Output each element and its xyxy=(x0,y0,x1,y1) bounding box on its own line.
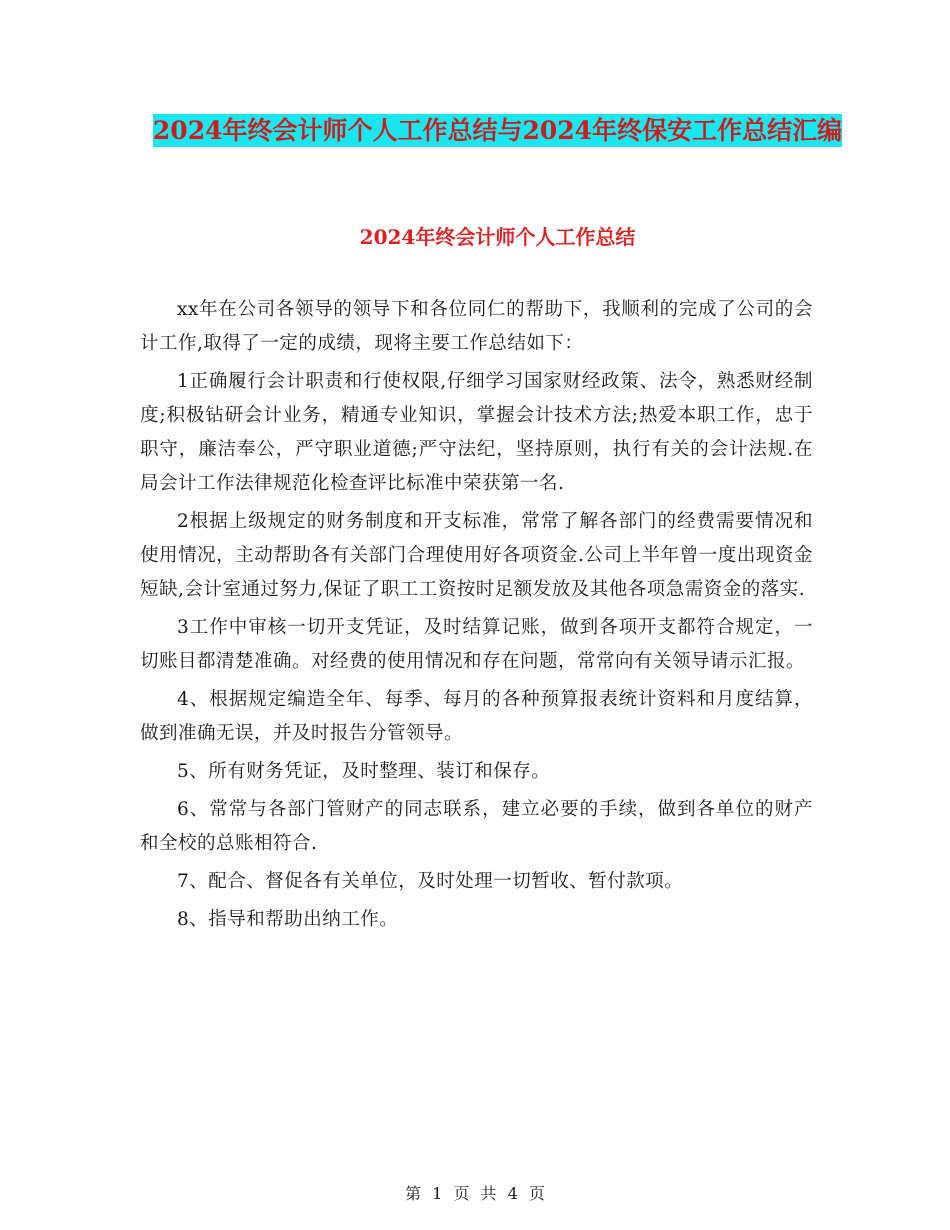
paragraph-item-1: 1正确履行会计职责和行使权限,仔细学习国家财经政策、法令，熟悉财经制度;积极钻研会计业务，精通专业知识，掌握会计技术方法;热爱本职工作，忠于职守，廉洁奉公，严守职业道德;严守法纪，坚持原则，执行有关的会计法规.在局会计工作法律规范化检查评比标准中荣获第一名. xyxy=(140,371,813,494)
page-number-footer: 第 1 页 共 4 页 xyxy=(405,1184,545,1203)
paragraph-item-4: 4、根据规定编造全年、每季、每月的各种预算报表统计资料和月度结算，做到准确无误，并及时报告分管领导。 xyxy=(140,689,813,744)
document-title xyxy=(140,110,855,152)
paragraph-item-2: 2根据上级规定的财务制度和开支标准，常常了解各部门的经费需要情况和使用情况，主动帮助各有关部门合理使用好各项资金.公司上半年曾一度出现资金短缺,会计室通过努力,保证了职工工资按时足额发放及其他各项急需资金的落实. xyxy=(140,511,813,600)
paragraph-item-3: 3工作中审核一切开支凭证，及时结算记账，做到各项开支都符合规定，一切账目都清楚准确。对经费的使用情况和存在问题，常常向有关领导请示汇报。 xyxy=(140,617,813,672)
paragraph-item-8: 8、指导和帮助出纳工作。 xyxy=(177,909,399,930)
document-title-text: 2024年终会计师个人工作总结与2024年终保安工作总结汇编 xyxy=(152,116,843,145)
section-title: 2024年终会计师个人工作总结 xyxy=(359,225,636,249)
paragraph-intro: xx年在公司各领导的领导下和各位同仁的帮助下，我顺利的完成了公司的会计工作,取得了一定的成绩，现将主要工作总结如下： xyxy=(140,299,813,354)
paragraph-item-6: 6、常常与各部门管财产的同志联系，建立必要的手续，做到各单位的财产和全校的总账相符合. xyxy=(140,799,813,854)
paragraph-item-7: 7、配合、督促各有关单位，及时处理一切暂收、暂付款项。 xyxy=(177,871,684,892)
paragraph-item-5: 5、所有财务凭证，及时整理、装订和保存。 xyxy=(177,761,551,782)
document-body xyxy=(140,293,813,941)
